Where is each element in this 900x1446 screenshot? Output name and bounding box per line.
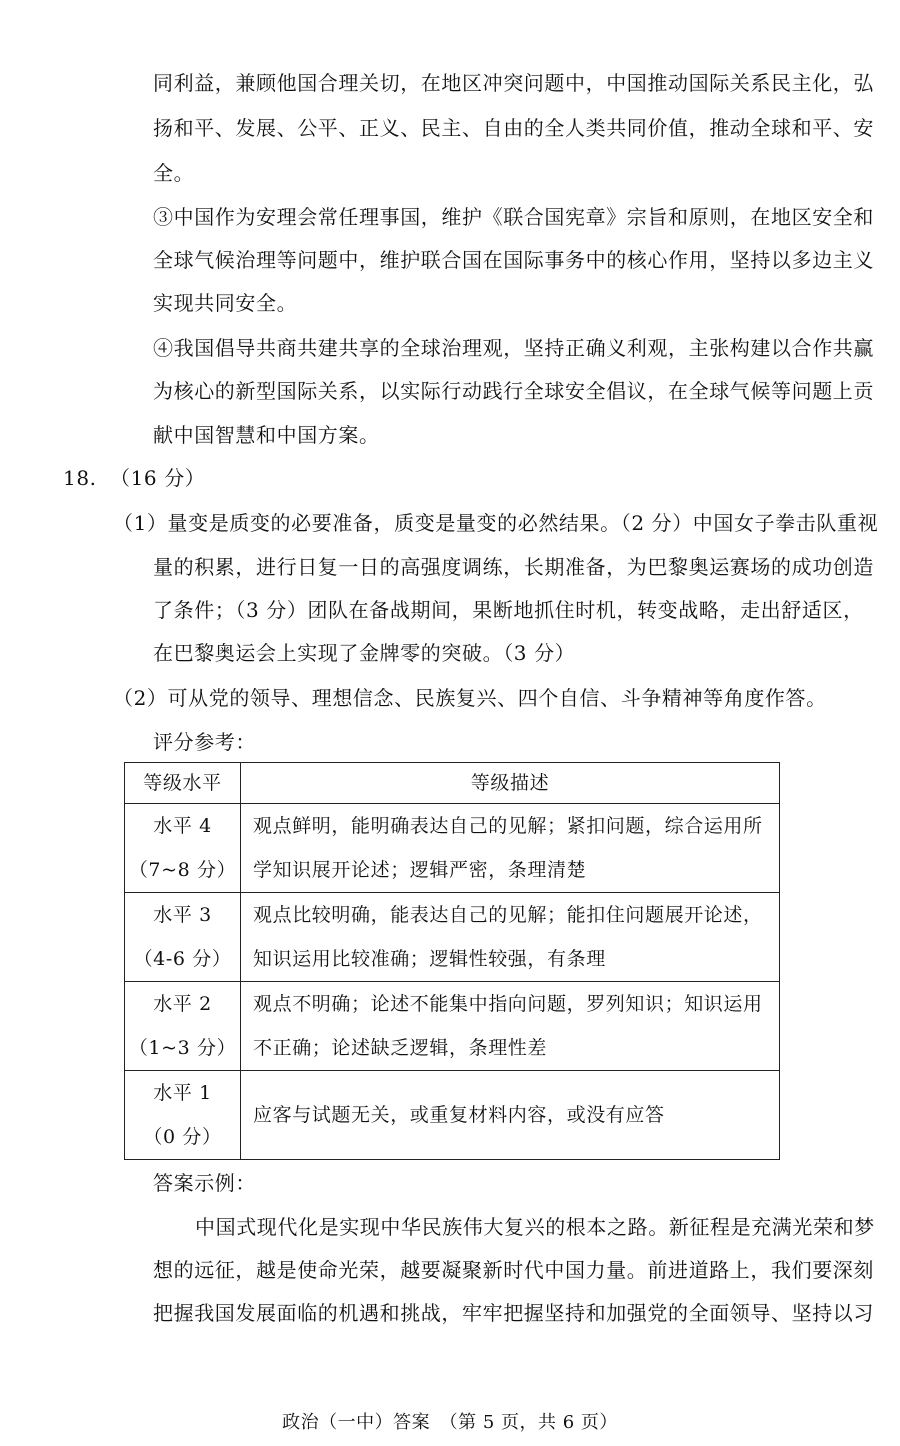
level-name: 水平 1 — [153, 1082, 212, 1104]
table-row — [125, 982, 780, 1071]
description-cell — [241, 893, 780, 982]
description-cell — [241, 804, 780, 893]
level-cell — [125, 804, 241, 893]
description-line: 观点不明确；论述不能集中指向问题，罗列知识；知识运用 — [253, 993, 763, 1015]
table-row — [125, 1071, 780, 1160]
page-footer: 政治（一中）答案 （第 5 页，共 6 页） — [282, 1412, 618, 1433]
description-line: 学知识展开论述；逻辑严密，条理清楚 — [253, 859, 587, 881]
example-line: 把握我国发展面临的机遇和挑战，牢牢把握坚持和加强党的全面领导、坚持以习 — [153, 1301, 874, 1325]
answer-line: 在巴黎奥运会上实现了金牌零的突破。（3 分） — [153, 641, 576, 665]
answer-example-label: 答案示例： — [153, 1171, 256, 1195]
paragraph-line: 同利益，兼顾他国合理关切，在地区冲突问题中，中国推动国际关系民主化，弘 — [153, 71, 874, 95]
level-points: （0 分） — [143, 1126, 222, 1148]
scoring-table — [124, 762, 780, 1160]
scoring-reference-label: 评分参考： — [153, 730, 256, 754]
description-line: 不正确；论述缺乏逻辑，条理性差 — [253, 1037, 548, 1059]
level-cell — [125, 982, 241, 1071]
level-points: （7~8 分） — [128, 859, 237, 881]
description-cell — [241, 1071, 780, 1160]
paragraph-line: 扬和平、发展、公平、正义、民主、自由的全人类共同价值，推动全球和平、安 — [153, 116, 874, 140]
header-description: 等级描述 — [241, 763, 780, 804]
level-points: （4-6 分） — [133, 948, 232, 970]
description-line: 观点鲜明，能明确表达自己的见解；紧扣问题，综合运用所 — [253, 815, 763, 837]
question-number: 18. — [63, 466, 97, 490]
level-points: （1~3 分） — [128, 1037, 237, 1059]
paragraph-line: ③中国作为安理会常任理事国，维护《联合国宪章》宗旨和原则，在地区安全和 — [153, 205, 874, 229]
header-level: 等级水平 — [125, 763, 241, 804]
level-cell — [125, 1071, 241, 1160]
level-name: 水平 4 — [153, 815, 212, 837]
description-line: 观点比较明确，能表达自己的见解；能扣住问题展开论述， — [253, 904, 763, 926]
table-row — [125, 893, 780, 982]
level-name: 水平 3 — [153, 904, 212, 926]
description-line: 知识运用比较准确；逻辑性较强，有条理 — [253, 948, 606, 970]
table-row — [125, 804, 780, 893]
description-line: 应客与试题无关，或重复材料内容，或没有应答 — [253, 1104, 665, 1126]
paragraph-line: 实现共同安全。 — [153, 291, 298, 315]
paragraph-line: 为核心的新型国际关系，以实际行动践行全球安全倡议，在全球气候等问题上贡 — [153, 379, 874, 403]
paragraph-line: ④我国倡导共商共建共享的全球治理观，坚持正确义利观，主张构建以合作共赢 — [153, 336, 874, 360]
example-line: 想的远征，越是使命光荣，越要凝聚新时代中国力量。前进道路上，我们要深刻 — [153, 1258, 874, 1282]
description-cell — [241, 982, 780, 1071]
level-cell — [125, 893, 241, 982]
question-score: （16 分） — [110, 466, 206, 490]
answer-line: （2）可从党的领导、理想信念、民族复兴、四个自信、斗争精神等角度作答。 — [113, 686, 827, 710]
table-header-row — [125, 763, 780, 804]
answer-line: 了条件；（3 分）团队在备战期间，果断地抓住时机，转变战略，走出舒适区， — [153, 598, 864, 622]
example-line: 中国式现代化是实现中华民族伟大复兴的根本之路。新征程是充满光荣和梦 — [195, 1215, 875, 1239]
level-name: 水平 2 — [153, 993, 212, 1015]
paragraph-line: 全球气候治理等问题中，维护联合国在国际事务中的核心作用，坚持以多边主义 — [153, 248, 874, 272]
answer-line: （1）量变是质变的必要准备，质变是量变的必然结果。（2 分）中国女子拳击队重视 — [113, 511, 879, 535]
answer-line: 量的积累，进行日复一日的高强度调练，长期准备，为巴黎奥运赛场的成功创造 — [153, 555, 874, 579]
paragraph-line: 全。 — [153, 161, 195, 185]
paragraph-line: 献中国智慧和中国方案。 — [153, 423, 380, 447]
